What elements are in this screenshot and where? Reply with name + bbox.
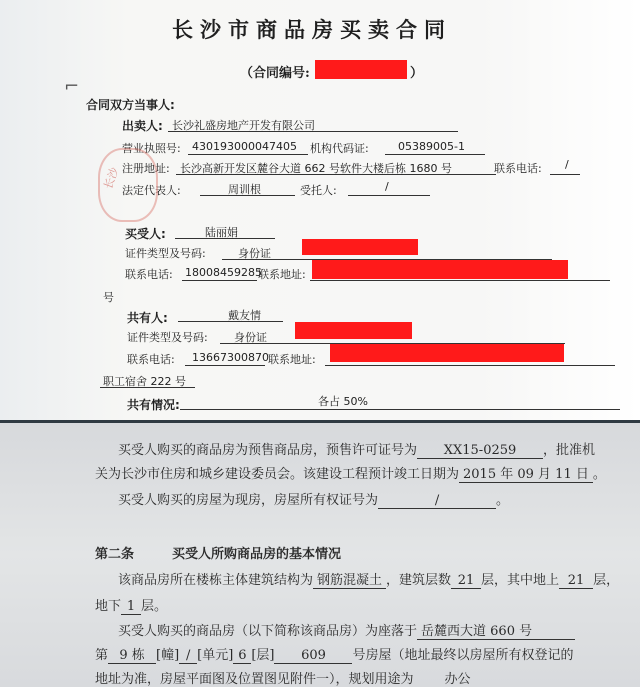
rep-name: 周训根 — [228, 183, 261, 196]
unit-text: [单元] — [197, 648, 234, 663]
co-owner-id-label: 证件类型及号码: — [127, 331, 208, 344]
below-text-end: 层。 — [141, 599, 168, 614]
lower-line-1 — [118, 439, 595, 459]
floor-text: [层] — [251, 648, 275, 663]
buyer-phone-label: 联系电话: — [125, 268, 173, 281]
below-value: 1 — [121, 599, 141, 615]
use-text: 地址为准，房屋平面图及位置图见附件一），规划用途为 — [95, 672, 414, 687]
underline — [182, 280, 257, 281]
above-text: 层，其中地上 — [481, 573, 560, 588]
agent-name: / — [385, 180, 389, 193]
buyer-id-type: 身份证 — [238, 247, 271, 260]
structure-text: 该商品房所在楼栋主体建筑结构为 — [118, 573, 314, 588]
permit-text-end: ，批准机 — [543, 443, 596, 458]
bldg-prefix: 第 — [95, 648, 109, 663]
seal-stamp-text: 长沙 — [101, 165, 122, 191]
cert-text-end: 。 — [496, 493, 510, 508]
underline — [175, 238, 275, 239]
bldg-unit-text: [幢] — [156, 648, 180, 663]
use-value: 办公 — [414, 668, 502, 687]
structure-value: 钢筋混凝土 — [313, 569, 386, 589]
share-label: 共有情况: — [127, 398, 180, 412]
redaction-contract-no — [315, 60, 407, 79]
underline — [100, 387, 195, 388]
co-owner-id-type: 身份证 — [234, 331, 267, 344]
org-code: 05389005-1 — [398, 140, 465, 153]
floors-text: ，建筑层数 — [386, 573, 452, 588]
redaction-buyer-address — [312, 260, 568, 279]
license-label: 营业执照号: — [122, 142, 181, 155]
room-text: 号房屋（地址最终以房屋所有权登记的 — [352, 648, 574, 663]
location-value: 岳麓西大道 660 号 — [417, 620, 575, 640]
seller-label: 出卖人: — [122, 119, 163, 133]
agent-label: 受托人: — [300, 184, 337, 197]
lower-line-2 — [95, 463, 606, 483]
buyer-name: 陆丽娟 — [205, 226, 238, 239]
above-value: 21 — [559, 573, 593, 589]
underline — [178, 321, 283, 322]
redaction-buyer-id — [302, 239, 418, 255]
co-owner-address-label: 联系地址: — [268, 353, 316, 366]
contract-no-close: ） — [410, 66, 424, 81]
contract-no-open: （合同编号: — [240, 66, 310, 81]
cert-no: / — [378, 493, 496, 509]
rep-label: 法定代表人: — [122, 184, 181, 197]
seller-address: 长沙高新开发区麓谷大道 662 号软件大楼后栋 1680 号 — [180, 162, 452, 175]
underline — [176, 174, 496, 175]
contract-page-bottom — [0, 423, 640, 687]
permit-text: 买受人购买的商品房为预售商品房，预售许可证号为 — [118, 443, 418, 458]
underline — [385, 154, 485, 155]
location-text: 买受人购买的商品房（以下简称该商品房）为座落于 — [118, 624, 418, 639]
floor-value: 6 — [233, 648, 251, 664]
unit-value: / — [179, 648, 197, 664]
floors-value: 21 — [451, 573, 481, 589]
co-owner-phone: 13667300870 — [192, 351, 269, 364]
lower-line-8 — [95, 668, 502, 687]
underline — [188, 154, 308, 155]
address-label: 注册地址: — [122, 162, 170, 175]
seller-name: 长沙礼盛房地产开发有限公司 — [172, 119, 315, 132]
lower-line-4 — [118, 569, 619, 589]
buyer-label: 买受人: — [125, 227, 166, 241]
org-code-label: 机构代码证: — [310, 142, 369, 155]
bldg-value: 9 栋 — [108, 644, 156, 664]
lower-line-7 — [95, 644, 574, 664]
underline — [180, 409, 620, 410]
completion-date: 2015 年 09 月 11 日 — [459, 463, 593, 483]
completion-text-end: 。 — [592, 467, 606, 482]
lower-line-3 — [118, 489, 509, 509]
underline — [550, 174, 580, 175]
seller-phone-label: 联系电话: — [494, 162, 542, 175]
buyer-id-label: 证件类型及号码: — [125, 247, 206, 260]
share-value: 各占 50% — [318, 395, 368, 408]
completion-text: 关为长沙市住房和城乡建设委员会。该建设工程预计竣工日期为 — [95, 467, 460, 482]
co-owner-address-tail: 职工宿舍 222 号 — [103, 375, 186, 388]
co-owner-name: 戴友情 — [228, 309, 261, 322]
co-owner-phone-label: 联系电话: — [127, 353, 175, 366]
staple-mark: ⌐ — [64, 76, 80, 97]
buyer-address-label: 联系地址: — [258, 268, 306, 281]
license-no: 430193000047405 — [192, 140, 297, 153]
redaction-co-owner-id — [295, 322, 412, 339]
lower-line-6 — [118, 620, 575, 640]
article-2-number: 第二条 — [95, 547, 135, 562]
seller-phone: / — [565, 158, 569, 171]
redaction-co-owner-address — [330, 344, 564, 362]
below-text: 地下 — [95, 599, 122, 614]
underline — [325, 365, 615, 366]
buyer-phone: 18008459285 — [185, 266, 262, 279]
permit-no: XX15-0259 — [417, 443, 543, 459]
above-text-end: 层， — [593, 573, 620, 588]
lower-line-5 — [95, 595, 167, 615]
room-value: 609 — [274, 648, 352, 664]
underline — [310, 280, 610, 281]
cert-text: 买受人购买的房屋为现房，房屋所有权证号为 — [118, 493, 379, 508]
contract-title: 长沙市商品房买卖合同 — [172, 17, 452, 42]
underline — [348, 195, 430, 196]
underline — [200, 195, 295, 196]
buyer-address-tail: 号 — [103, 291, 114, 304]
article-2-title: 买受人所购商品房的基本情况 — [172, 547, 342, 562]
parties-heading: 合同双方当事人: — [86, 98, 175, 112]
underline — [185, 365, 265, 366]
underline — [168, 131, 458, 132]
co-owner-label: 共有人: — [127, 311, 168, 325]
